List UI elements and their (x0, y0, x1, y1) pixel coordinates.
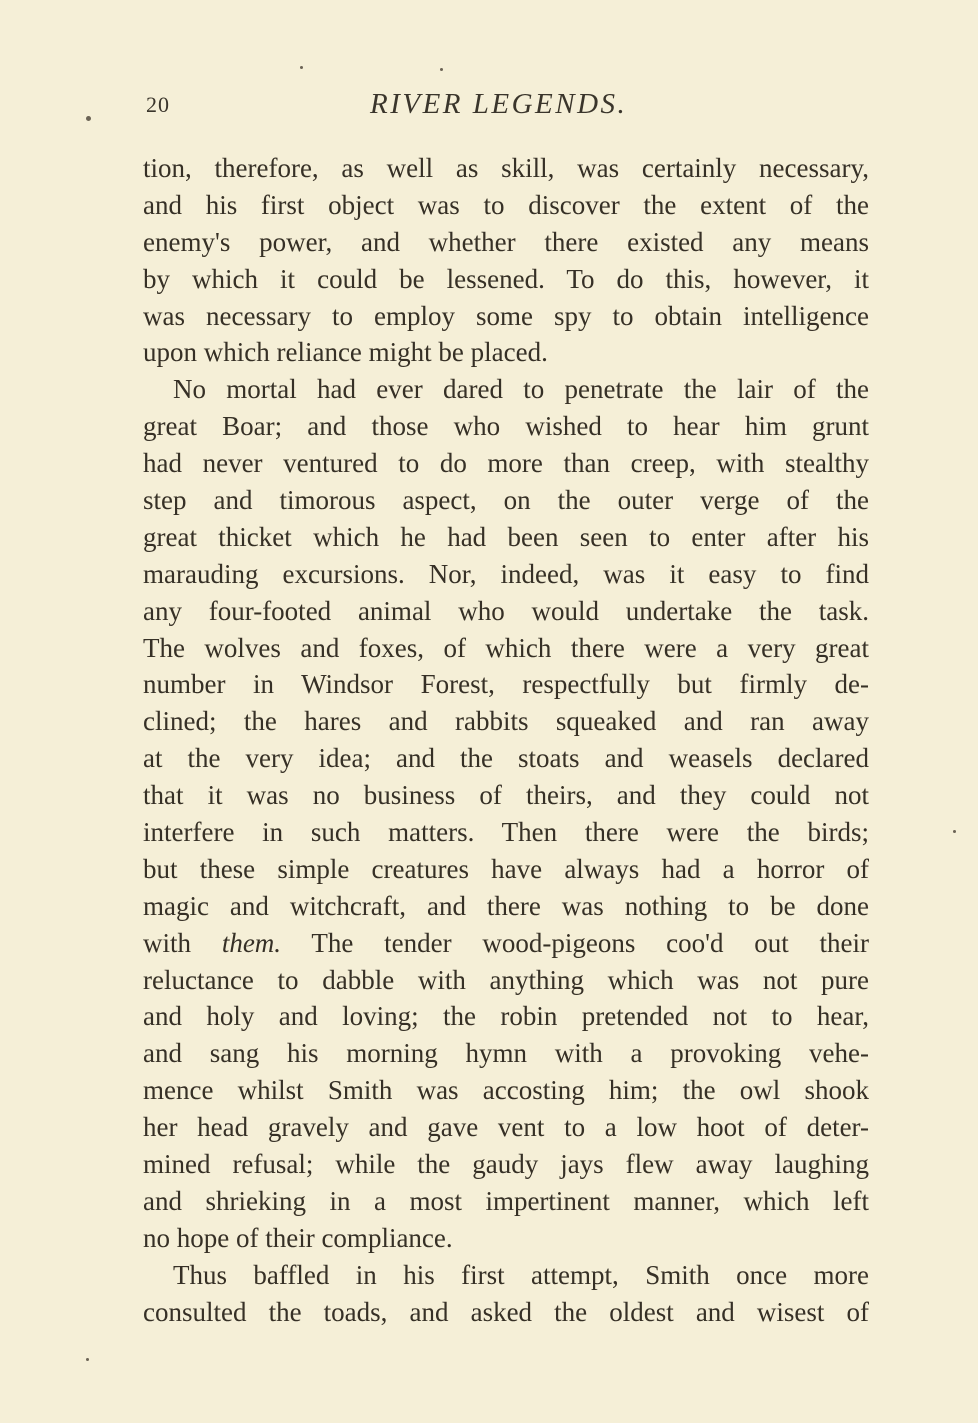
text-line: by which it could be lessened. To do this, however, it (143, 263, 869, 294)
text-line: number in Windsor Forest, respectfully but firmly de- (143, 669, 869, 700)
text-line: clined; the hares and rabbits squeaked and ran away (143, 706, 869, 737)
text-line: no hope of their compliance. (143, 1222, 453, 1253)
paper-speck (953, 830, 956, 833)
text-line: and sang his morning hymn with a provoking vehe- (143, 1038, 869, 1069)
emphasized-text: them. (221, 927, 282, 958)
text-line: enemy's power, and whether there existed any means (143, 226, 869, 257)
text-line: No mortal had ever dared to penetrate the lair of the (173, 374, 869, 405)
text-line: and holy and loving; the robin pretended not to hear, (143, 1001, 869, 1032)
text-line: had never ventured to do more than creep, with stealthy (143, 448, 869, 479)
text-line: upon which reliance might be placed. (143, 337, 548, 368)
text-line: that it was no business of theirs, and they could not (143, 780, 869, 811)
text-fragment: The tender wood-pigeons coo'd out their (311, 927, 870, 958)
text-line: at the very idea; and the stoats and weasels declared (143, 743, 869, 774)
text-line: step and timorous aspect, on the outer verge of the (143, 485, 869, 516)
text-line: great Boar; and those who wished to hear him grunt (143, 411, 869, 442)
text-line: any four-footed animal who would undertake the task. (143, 595, 869, 626)
text-line: mined refusal; while the gaudy jays flew away laughing (143, 1149, 869, 1180)
paragraph-2 (143, 371, 869, 1256)
text-line: great thicket which he had been seen to enter after his (143, 521, 869, 552)
paragraph-1 (143, 150, 869, 371)
page-number: 20 (146, 92, 170, 117)
text-line: magic and witchcraft, and there was nothing to be done (143, 890, 869, 921)
text-line: tion, therefore, as well as skill, was certainly necessary, (143, 153, 869, 183)
paragraph-3 (143, 1257, 869, 1331)
text-line: her head gravely and gave vent to a low hoot of deter- (143, 1112, 869, 1143)
paper-speck (440, 68, 443, 71)
paper-speck (86, 116, 91, 121)
text-line-mixed (143, 925, 869, 962)
text-line: The wolves and foxes, of which there were a very great (143, 632, 869, 663)
text-line: but these simple creatures have always had a horror of (143, 853, 869, 884)
text-line: consulted the toads, and asked the oldest and wisest of (143, 1296, 869, 1327)
text-line: and shrieking in a most impertinent manner, which left (143, 1185, 869, 1216)
page-header (0, 88, 978, 128)
paper-speck (86, 1358, 89, 1361)
text-line: interfere in such matters. Then there were the birds; (143, 817, 869, 848)
text-line: reluctance to dabble with anything which was not pure (143, 964, 869, 995)
text-line: and his first object was to discover the extent of the (143, 189, 869, 220)
text-line: marauding excursions. Nor, indeed, was it easy to find (143, 558, 869, 589)
body-text (143, 150, 869, 1331)
running-title: RIVER LEGENDS. (370, 88, 628, 120)
paper-speck (300, 66, 303, 69)
text-fragment: with (143, 927, 192, 958)
text-line: Thus baffled in his first attempt, Smith once more (173, 1259, 869, 1290)
text-line: mence whilst Smith was accosting him; the owl shook (143, 1075, 869, 1106)
text-line: was necessary to employ some spy to obtain intelligence (143, 300, 869, 331)
